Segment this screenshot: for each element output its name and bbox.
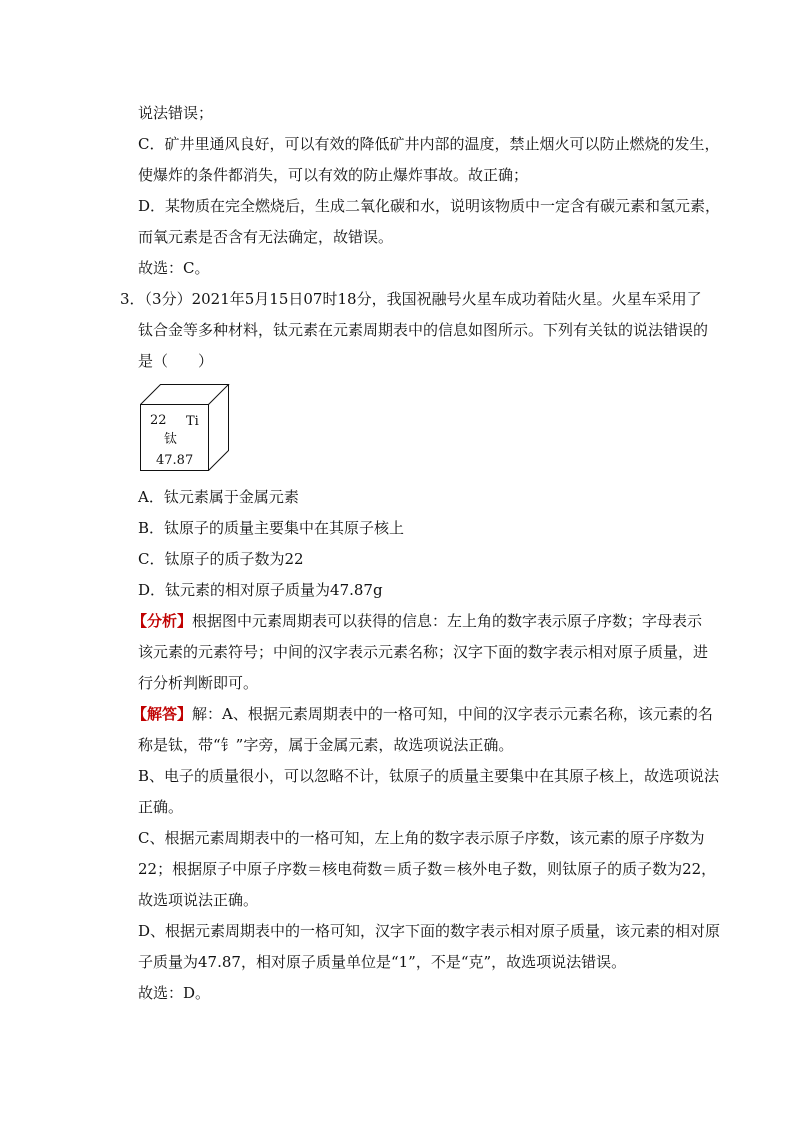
question-line-1: 3．（3分）2021年5月15日07时18分，我国祝融号火星车成功着陆火星。火星车采用了 [120,290,702,308]
element-cell-figure [140,384,232,472]
option-a: A．钛元素属于金属元素 [138,488,299,506]
solution-c-line-2: 22；根据原子中原子序数＝核电荷数＝质子数＝核外电子数，则钛原子的质子数为22， [138,860,717,878]
question-line-2: 钛合金等多种材料，钛元素在元素周期表中的信息如图所示。下列有关钛的说法错误的 [138,321,709,339]
option-b: B．钛原子的质量主要集中在其原子核上 [138,519,405,537]
option-d: D．钛元素的相对原子质量为47.87g [138,581,383,599]
solution-b-line-2: 正确。 [138,798,184,816]
atomic-number: 22 [150,413,167,428]
option-c: C．钛原子的质子数为22 [138,550,304,568]
solution-line-1 [132,704,713,724]
analysis-text-1: 根据图中元素周期表可以获得的信息：左上角的数字表示原子序数；字母表示 [192,612,703,630]
analysis-line-1 [132,611,702,631]
solution-tag: 【解答】 [132,705,193,723]
solution-a-line-2: 称是钛，带“钅”字旁，属于金属元素，故选项说法正确。 [138,736,514,754]
prev-option-c-line-1: C．矿井里通风良好，可以有效的降低矿井内部的温度，禁止烟火可以防止燃烧的发生， [138,135,720,153]
analysis-line-3: 行分析判断即可。 [138,674,259,692]
prev-option-d-line-1: D．某物质在完全燃烧后，生成二氧化碳和水，说明该物质中一定含有碳元素和氢元素， [138,197,721,215]
prev-option-d-line-2: 而氧元素是否含有无法确定，故错误。 [138,228,394,246]
element-symbol: Ti [186,414,199,429]
prev-answer: 故选：C。 [138,259,210,277]
solution-d-line-1: D、根据元素周期表中的一格可知，汉字下面的数字表示相对原子质量，该元素的相对原 [138,922,721,940]
analysis-tag: 【分析】 [132,612,193,630]
atomic-mass: 47.87 [156,453,194,468]
question-line-3: 是（ ） [138,352,214,370]
prev-option-c-line-2: 使爆炸的条件都消失，可以有效的防止爆炸事故。故正确； [138,166,529,184]
solution-d-line-2: 子质量为47.87，相对原子质量单位是“1”，不是“克”，故选项说法错误。 [138,953,627,971]
solution-c-line-3: 故选项说法正确。 [138,891,259,909]
solution-text-a-1: 解：A、根据元素周期表中的一格可知，中间的汉字表示元素名称，该元素的名 [192,705,713,723]
element-name: 钛 [164,432,178,447]
analysis-line-2: 该元素的元素符号；中间的汉字表示元素名称；汉字下面的数字表示相对原子质量，进 [138,643,709,661]
solution-b-line-1: B、电子的质量很小，可以忽略不计，钛原子的质量主要集中在其原子核上，故选项说法 [138,767,720,785]
prev-text-line: 说法错误； [138,104,214,122]
solution-answer: 故选：D。 [138,984,211,1002]
solution-c-line-1: C、根据元素周期表中的一格可知，左上角的数字表示原子序数，该元素的原子序数为 [138,829,705,847]
